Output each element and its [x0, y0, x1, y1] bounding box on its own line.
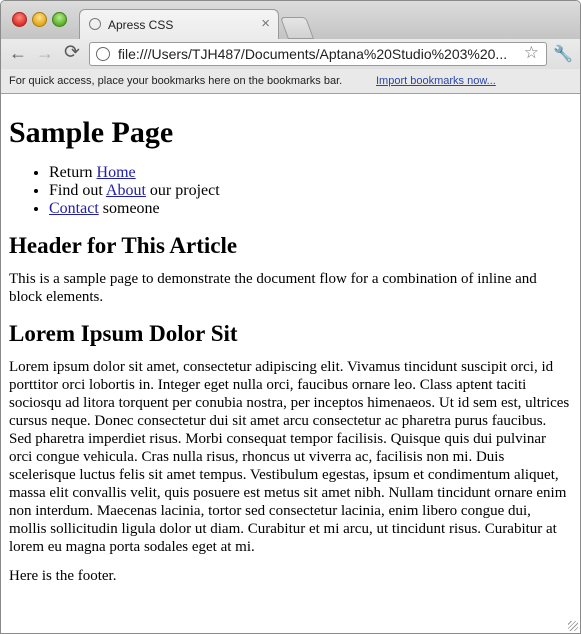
- nav-list: [9, 164, 572, 218]
- tab-close-icon[interactable]: ×: [261, 15, 270, 32]
- tab-apress-css[interactable]: [79, 9, 279, 40]
- nav-text: someone: [98, 200, 160, 217]
- article-header: Header for This Article: [9, 233, 238, 258]
- page-content: [1, 95, 580, 633]
- forward-button[interactable]: →: [36, 43, 54, 63]
- list-item: [49, 164, 572, 182]
- wrench-icon[interactable]: 🔧: [553, 46, 573, 63]
- resize-grip[interactable]: [568, 621, 578, 631]
- bookmarks-bar-message: For quick access, place your bookmarks here on the bookmarks bar.: [9, 75, 343, 87]
- article-paragraph: This is a sample page to demonstrate the document flow for a combination of inline and block elements.: [9, 271, 537, 305]
- about-link[interactable]: About: [105, 182, 146, 199]
- bookmark-star-icon[interactable]: ☆: [523, 43, 539, 62]
- page-footer: Here is the footer.: [9, 568, 117, 584]
- nav-text: Return: [49, 164, 97, 181]
- back-button[interactable]: ←: [9, 43, 27, 63]
- url-text[interactable]: file:///Users/TJH487/Documents/Aptana%20Studio%203%20...: [118, 46, 508, 62]
- tab-title: Apress CSS: [108, 18, 174, 32]
- bookmarks-bar: [1, 69, 580, 94]
- tab-strip: [1, 1, 580, 39]
- contact-link[interactable]: Contact: [49, 200, 99, 217]
- home-link[interactable]: Home: [96, 164, 136, 181]
- minimize-window-button[interactable]: [32, 12, 47, 27]
- list-item: [49, 200, 572, 218]
- globe-icon: [89, 18, 101, 30]
- lorem-header: Lorem Ipsum Dolor Sit: [9, 321, 238, 346]
- zoom-window-button[interactable]: [52, 12, 67, 27]
- nav-text: our project: [145, 182, 220, 199]
- reload-button[interactable]: ⟳: [64, 42, 80, 63]
- page-title: Sample Page: [9, 116, 174, 149]
- address-bar[interactable]: [89, 42, 547, 66]
- new-tab-button[interactable]: [280, 17, 314, 39]
- import-bookmarks-link[interactable]: Import bookmarks now...: [376, 75, 496, 87]
- toolbar: [1, 39, 580, 69]
- nav-text: Find out: [49, 182, 106, 199]
- list-item: [49, 182, 572, 200]
- lorem-paragraph: Lorem ipsum dolor sit amet, consectetur adipiscing elit. Vivamus tincidunt suscipit orci, id porttitor orci lobortis in. Integer eget nulla orci, faucibus ornare leo. Class aptent taciti sociosqu ad litora torquent per conubia nostra, per inceptos himenaeos. Ut id sem est, ultrices cursus neque. Donec consectetur dui sit amet arcu consectetur ac pharetra purus faucibus. Sed pharetra imperdiet risus. Morbi consequat tempor facilisis. Quisque quis dui pulvinar orci congue vehicula. Cras nulla risus, rhoncus ut viverra ac, facilisis non mi. Duis scelerisque luctus felis sit amet tempus. Vestibulum egestas, ipsum et condimentum aliquet, massa elit convallis velit, quis posuere est metus sit amet nibh. Nullam tincidunt ornare enim non interdum. Maecenas lacinia, tortor sed consectetur lacinia, enim libero congue dui, mollis sollicitudin ligula dolor ut diam. Curabitur et mi arcu, ut tincidunt risus. Curabitur at lorem eu magna porta sodales eget at mi.: [9, 359, 570, 555]
- globe-icon: [96, 47, 110, 61]
- close-window-button[interactable]: [12, 12, 27, 27]
